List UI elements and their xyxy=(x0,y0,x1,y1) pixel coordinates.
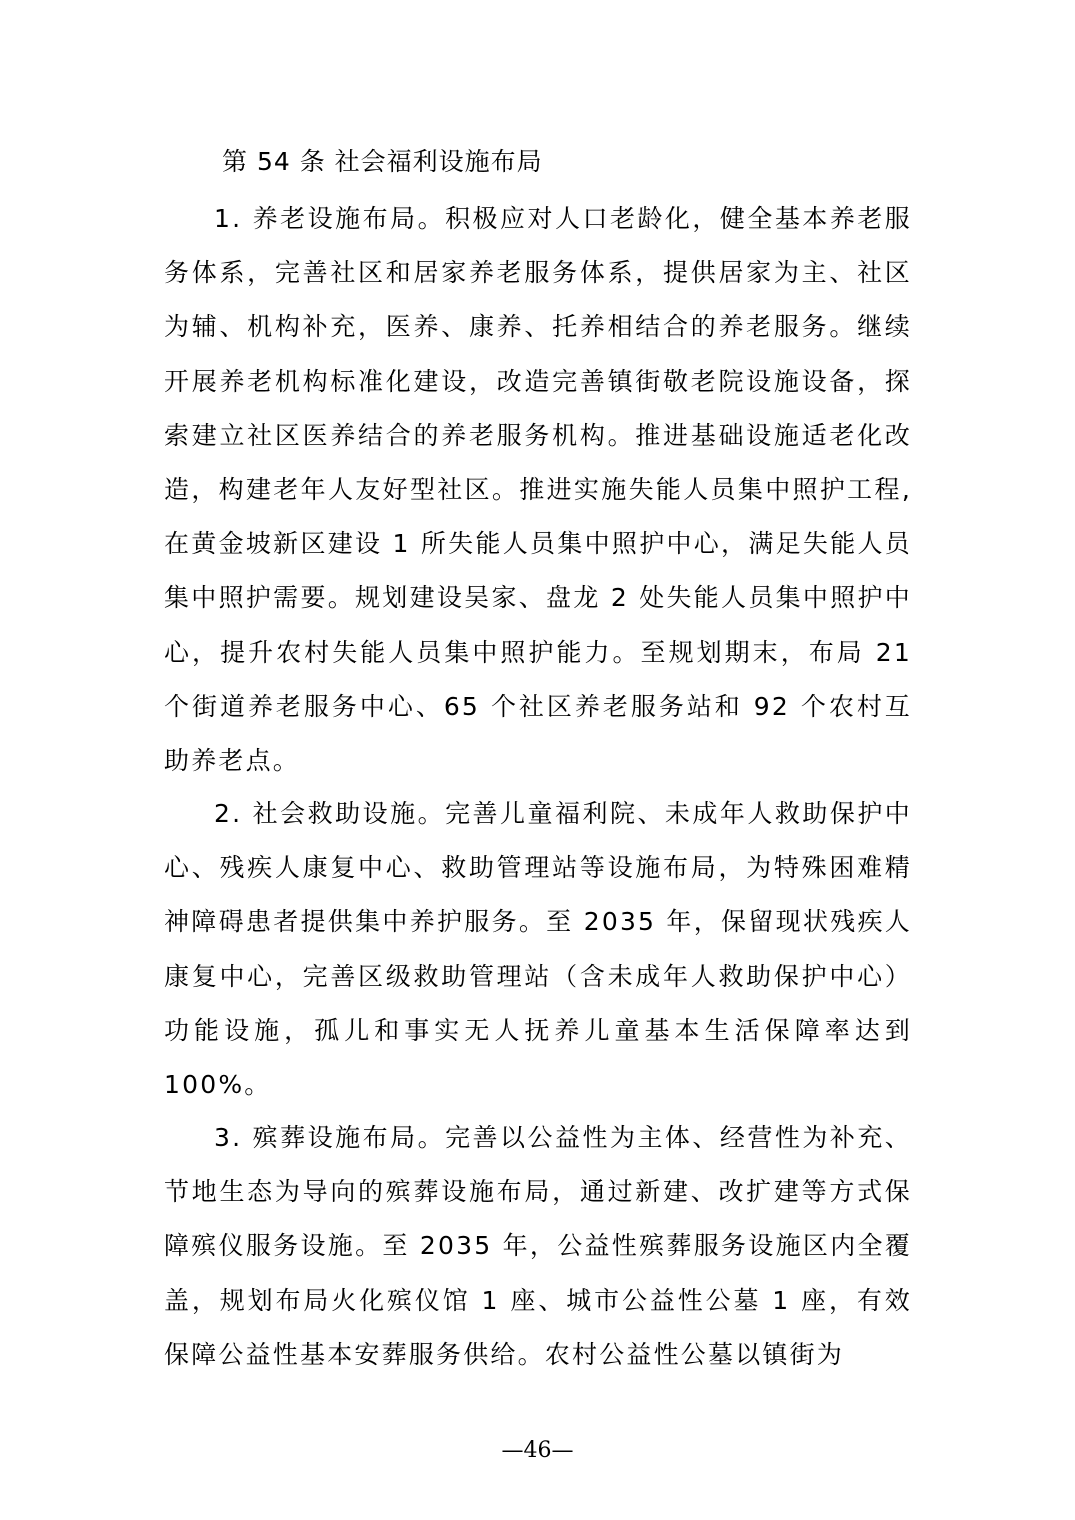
page-number: —46— xyxy=(501,1438,574,1463)
article-heading: 第 54 条 社会福利设施布局 xyxy=(222,147,543,176)
paragraph-social-assistance: 2. 社会救助设施。完善儿童福利院、未成年人救助保护中心、残疾人康复中心、救助管理站等设施布局，为特殊困难精神障碍患者提供集中养护服务。至 2035 年，保留现状残疾人康复中心，完善区级救助管理站（含未成年人救助保护中心）功能设施，孤儿和事实无人抚养儿童基本生活保障率达到 100%。 xyxy=(164,799,912,1100)
paragraph-funeral-facilities: 3. 殡葬设施布局。完善以公益性为主体、经营性为补充、节地生态为导向的殡葬设施布局，通过新建、改扩建等方式保障殡仪服务设施。至 2035 年，公益性殡葬服务设施区内全覆盖，规划布局火化殡仪馆 1 座、城市公益性公墓 1 座，有效保障公益性基本安葬服务供给。农村公益性公墓以镇街为 xyxy=(164,1123,912,1369)
paragraph-elderly-care: 1. 养老设施布局。积极应对人口老龄化，健全基本养老服务体系，完善社区和居家养老服务体系，提供居家为主、社区为辅、机构补充，医养、康养、托养相结合的养老服务。继续开展养老机构标准化建设，改造完善镇街敬老院设施设备，探索建立社区医养结合的养老服务机构。推进基础设施适老化改造，构建老年人友好型社区。推进实施失能人员集中照护工程,在黄金坡新区建设 1 所失能人员集中照护中心，满足失能人员集中照护需要。规划建设吴家、盘龙 2 处失能人员集中照护中心，提升农村失能人员集中照护能力。至规划期末，布局 21 个街道养老服务中心、65 个社区养老服务站和 92 个农村互助养老点。 xyxy=(164,204,912,776)
